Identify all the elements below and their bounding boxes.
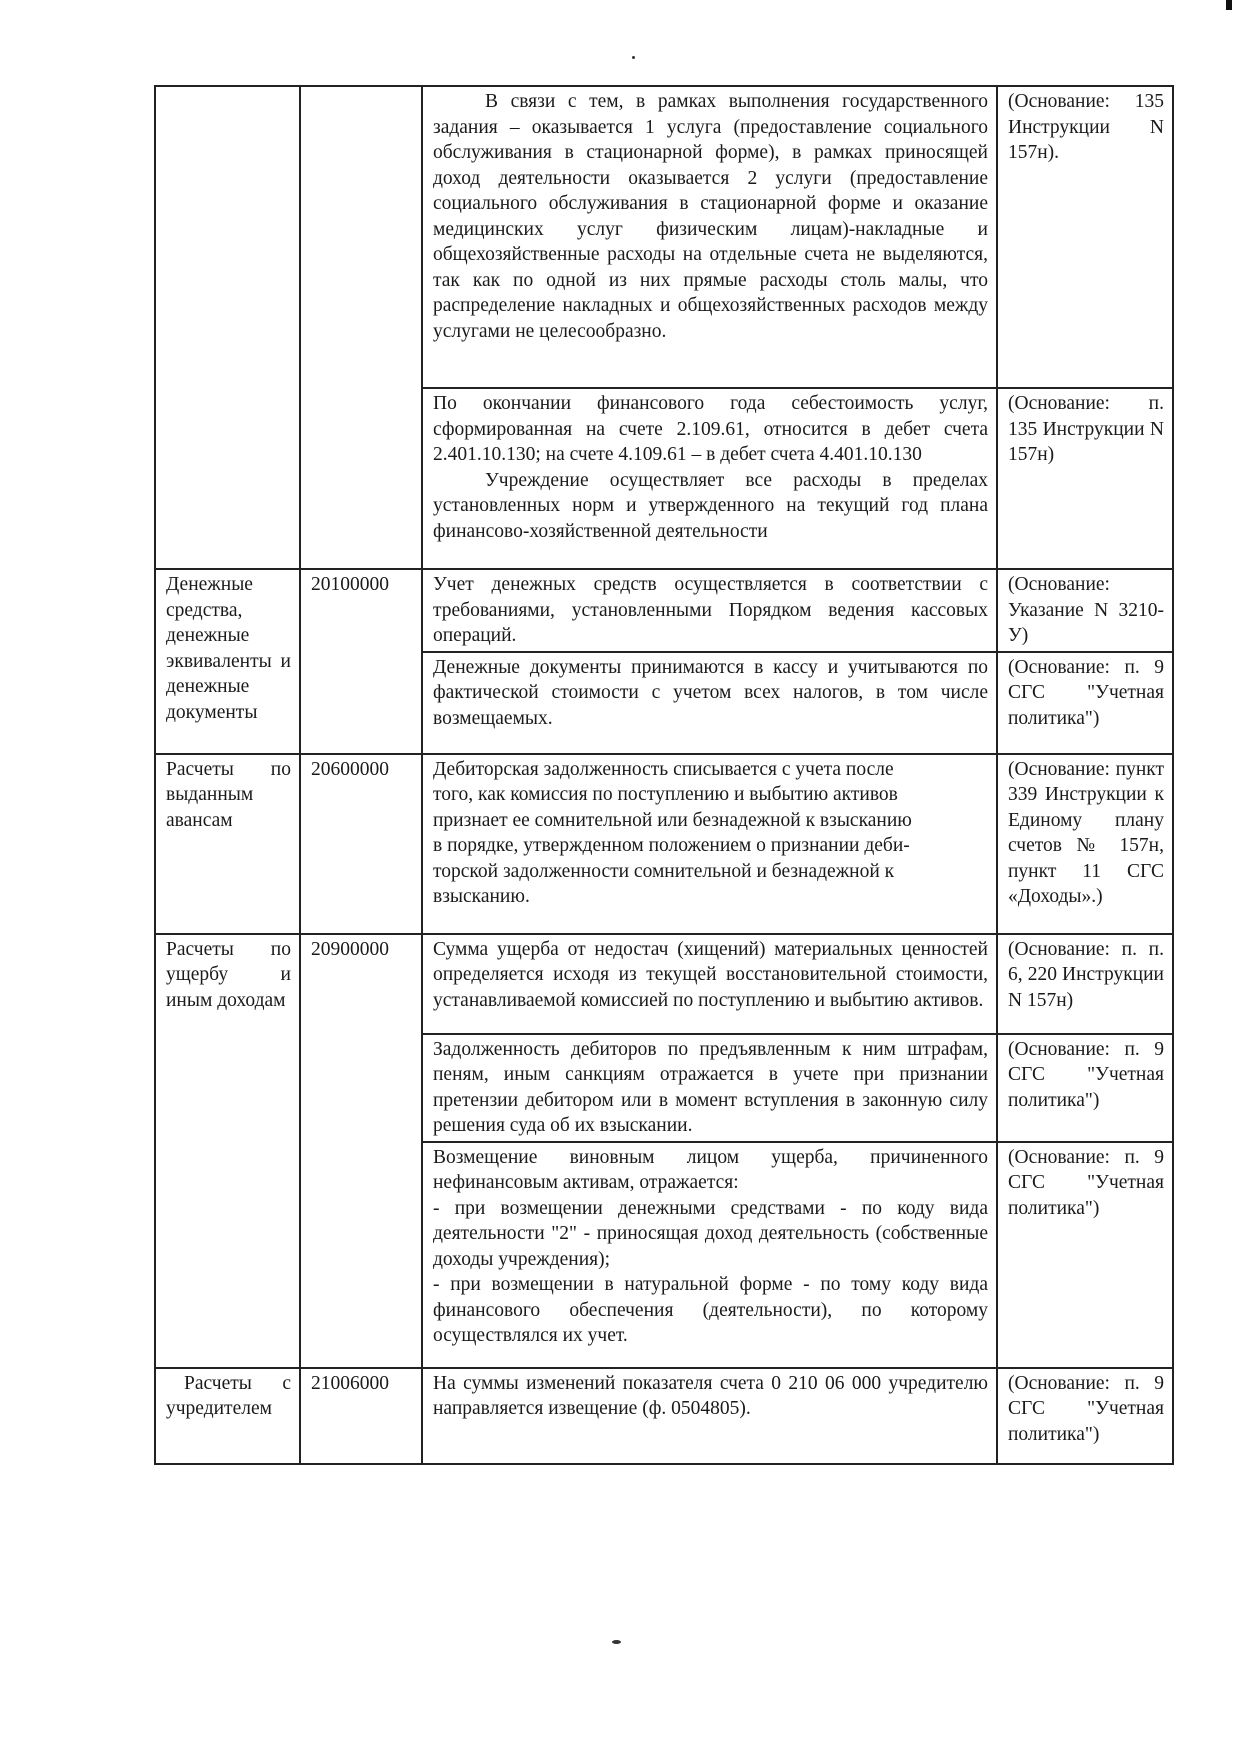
- description-cell: Денежные документы принимаются в кассу и учитываются по фактической стоимости с учетом всех налогов, в том числе возмещаемых.: [422, 652, 997, 754]
- section-cell: Денежные средства, денежные эквиваленты и денежные документы: [155, 569, 300, 754]
- description-paragraph: Возмещение виновным лицом ущерба, причиненного нефинансовым активам, отражается:: [433, 1146, 988, 1193]
- account-code-cell: 20100000: [300, 569, 422, 754]
- list-item: - при возмещении денежными средствами - по коду вида деятельности "2" - приносящая доход деятельность (собственные доходы учреждения);: [433, 1197, 988, 1270]
- scan-speck: [612, 1640, 621, 1644]
- table-row: [155, 1368, 1173, 1464]
- account-code-cell: [300, 86, 422, 569]
- scan-mark: [1226, 0, 1232, 10]
- description-cell: [422, 1142, 997, 1368]
- basis-cell: (Основание: 135 Инструкции N 157н).: [997, 86, 1173, 388]
- list-item: - при возмещении в натуральной форме - по тому коду вида финансового обеспечения (деятельности), по которому осуществлялся их учет.: [433, 1274, 988, 1346]
- account-code-cell: 21006000: [300, 1368, 422, 1464]
- basis-cell: (Основание: п. п. 6, 220 Инструкции N 157н): [997, 934, 1173, 1034]
- section-cell: Расчеты по выданным авансам: [155, 754, 300, 934]
- basis-cell: (Основание: Указание N 3210-У): [997, 569, 1173, 652]
- accounting-policy-table: [154, 85, 1174, 1465]
- basis-cell: (Основание: п. 135 Инструкции N 157н): [997, 388, 1173, 569]
- account-code-cell: 20600000: [300, 754, 422, 934]
- section-cell: [155, 86, 300, 569]
- section-cell: Расчеты по ущербу и иным доходам: [155, 934, 300, 1368]
- description-cell: В связи с тем, в рамках выполнения государственного задания – оказывается 1 услуга (предоставление социального обслуживания в стационарной форме), в рамках приносящей доход деятельности оказывается 2 услуги (предоставление социального обслуживания в стационарной форме и оказание медицинских услуг физическим лицам)-накладные и общехозяйственные расходы на отдельные счета не выделяются, так как по одной из них прямые расходы столь малы, что распределение накладных и общехозяйственных расходов между услугами не целесообразно.: [422, 86, 997, 388]
- description-cell: Учет денежных средств осуществляется в соответствии с требованиями, установленными Порядком ведения кассовых операций.: [422, 569, 997, 652]
- basis-cell: (Основание: п. 9 СГС "Учетная политика"): [997, 1368, 1173, 1464]
- scan-speck: [632, 56, 635, 59]
- description-cell: [422, 388, 997, 569]
- table-row: [155, 934, 1173, 1034]
- description-cell: Задолженность дебиторов по предъявленным к ним штрафам, пеням, иным санкциям отражается в учете при признании претензии дебитором или в момент вступления в законную силу решения суда об их взыскании.: [422, 1034, 997, 1142]
- basis-cell: (Основание: п. 9 СГС "Учетная политика"): [997, 1142, 1173, 1368]
- table-row: [155, 569, 1173, 652]
- basis-cell: (Основание: пункт 339 Инструкции к Единому плану счетов № 157н, пункт 11 СГС «Доходы».): [997, 754, 1173, 934]
- description-cell: Дебиторская задолженность списывается с учета после того, как комиссия по поступлению и выбытию активов признает ее сомнительной или безнадежной к взысканию в порядке, утвержденном положением о признании деби- торской задолженности сомнительной и безнадежной к взысканию.: [422, 754, 997, 934]
- description-paragraph: По окончании финансового года себестоимость услуг, сформированная на счете 2.109.61, относится в дебет счета 2.401.10.130; на счете 4.109.61 – в дебет счета 4.401.10.130: [433, 393, 988, 465]
- description-paragraph: Учреждение осуществляет все расходы в пределах установленных норм и утвержденного на текущий год плана финансово-хозяйственной деятельности: [433, 469, 988, 542]
- description-cell: На суммы изменений показателя счета 0 210 06 000 учредителю направляется извещение (ф. 0504805).: [422, 1368, 997, 1464]
- section-cell: Расчеты с учредителем: [155, 1368, 300, 1464]
- table-row: [155, 754, 1173, 934]
- account-code-cell: 20900000: [300, 934, 422, 1368]
- description-cell: Сумма ущерба от недостач (хищений) материальных ценностей определяется исходя из текущей восстановительной стоимости, устанавливаемой комиссией по поступлению и выбытию активов.: [422, 934, 997, 1034]
- table-row: [155, 86, 1173, 388]
- basis-cell: (Основание: п. 9 СГС "Учетная политика"): [997, 652, 1173, 754]
- basis-cell: (Основание: п. 9 СГС "Учетная политика"): [997, 1034, 1173, 1142]
